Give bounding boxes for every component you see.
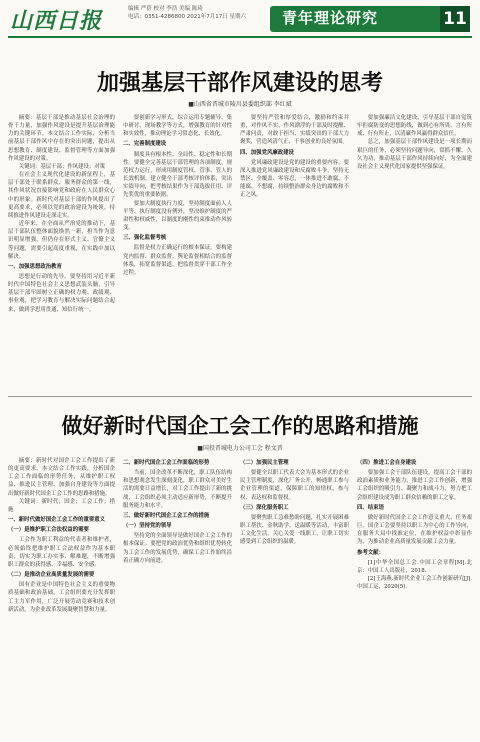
- page-header: [0, 0, 480, 44]
- section-heading: 一、新时代做好国企工会工作的重要意义: [8, 517, 106, 524]
- paragraph: 要加强廉洁文化建设，引导基层干部自觉筑牢拒腐防变的思想防线，做到心有所畏、言有所戒、行有所止，以清廉作风赢得群众信任。: [357, 115, 472, 138]
- subsection-heading: （二）加强民主管理: [240, 460, 289, 466]
- paragraph: 党风廉政建设是党的建设的重要内容。要深入推进党风廉政建设和反腐败斗争，坚持无禁区、全覆盖、零容忍，一体推进不敢腐、不能腐、不想腐，持续整治群众身边的腐败和不正之风。: [240, 159, 349, 199]
- article-1-col-2: [123, 114, 232, 392]
- subsection-heading: （三）深化服务职工: [240, 504, 289, 511]
- article-2-title: 做好新时代国企工会工作的思路和措施: [61, 414, 419, 438]
- paragraph: 近年来，在全面从严治党的推动下，基层干部队伍整体面貌焕然一新，担当作为意识明显增强，但仍存在形式主义、官僚主义等问题，需要引起高度重视，在实践中加以解决。: [8, 221, 115, 260]
- header-info: [128, 5, 246, 21]
- reference-item: [1]中华全国总工会.中国工会章程[M].北京：中国工人出版社，2018.: [357, 559, 472, 574]
- paragraph: 国有企业是中国特色社会主义的重要物质基础和政治基础。工会组织要充分发挥职工主力军作用，广泛开展劳动竞赛和技术创新活动，为企业改革发展凝聚智慧和力量。: [8, 582, 115, 613]
- paragraph: 要加强工会干部队伍建设，提高工会干部的政治素质和业务能力，推进工会工作创新，增强工会组织的吸引力、凝聚力和战斗力，努力把工会组织建设成为职工群众信赖的职工之家。: [357, 470, 472, 501]
- section-heading: 三、做好新时代国企工会工作的措施: [123, 512, 210, 519]
- paragraph: 工会作为职工利益的代表者和维护者，必须始终把维护职工合法权益作为基本职责，切实为职工办实事、解难题，不断增强职工群众的获得感、幸福感、安全感。: [8, 537, 115, 568]
- article-1-col-1: [8, 114, 115, 392]
- paragraph: 要创新学习形式，综合运用专题辅导、集中研讨、现场教学等方式，增强教育的针对性和实效性，推动理论学习常态化、长效化。: [123, 115, 232, 138]
- reference-item: [2]王海燕.新时代企业工会工作创新研究[J].中国工运，2020(5).: [357, 576, 472, 591]
- section-heading: 四、加强党风廉政建设: [240, 149, 294, 156]
- article-2-col-3: [240, 457, 349, 737]
- section-heading: 四、结束语: [357, 504, 384, 511]
- subsection-heading: （二）是推动企业高质量发展的需要: [8, 572, 95, 579]
- article-2-keywords: 关键词：新时代；国企；工会工作；措施: [8, 498, 115, 513]
- paragraph: 监督是权力正确运行的根本保证。要构建党内监督、群众监督、舆论监督相结合的监督体系，拓宽监督渠道，把监督贯穿干部工作全过程。: [123, 245, 232, 276]
- paragraph: 要加大制度执行力度，坚持制度面前人人平等、执行制度没有例外，坚决维护制度的严肃性和权威性，以制度的刚性约束推动作风转变。: [123, 200, 232, 232]
- section-heading: 三、强化监督考核: [123, 235, 167, 242]
- article-2-abstract: 摘要：新时代对国企工会工作提出了新的更高要求，本文结合工作实践，分析国企工会工作面临的形势任务，从维护职工权益、推进民主管理、加强自身建设等方面提出做好新时代国企工会工作的思路和措施。: [8, 458, 115, 497]
- references-heading: 参考文献：: [357, 549, 384, 556]
- paragraph: 在社会主义现代化建设的新征程上，基层干部处于联系群众、服务群众的第一线，其作风状况直接影响党和政府在人民群众心中的形象。新时代对基层干部的作风提出了更高要求，必须以党的政治建设为统领，持续推进作风建设走深走实。: [8, 172, 115, 219]
- article-1-title: 加强基层干部作风建设的思考: [96, 71, 383, 96]
- article-separator: [8, 396, 472, 397]
- article-2-col-2: [123, 457, 232, 737]
- article-1-col-3: [240, 114, 349, 392]
- subsection-heading: （四）推进工会自身建设: [357, 460, 417, 466]
- article-2-byline: ■国投晋城电力公司工会 程文晋: [197, 445, 283, 452]
- article-2-col-1: [8, 457, 115, 737]
- article-1-byline: ■山西省晋城市陵川县委组织部 李红斌: [188, 101, 292, 108]
- page-number: 11: [440, 6, 470, 32]
- header-date: 电话：0351-4286800 2021年7月17日 星期六: [128, 14, 246, 20]
- paragraph: 当前，国企改革不断深化，职工队伍结构和思想观念发生深刻变化，职工群众对美好生活的需要日益增长，对工会工作提出了新的挑战，工会组织必须主动适应新形势，不断提升服务能力和水平。: [123, 470, 232, 509]
- subsection-heading: （一）坚持党的领导: [123, 523, 172, 530]
- paragraph: 要聚焦职工急难愁盼问题，扎实开展困难职工帮扶、金秋助学、送温暖等活动，丰富职工文化生活，关心关爱一线职工，让职工切实感受到工会组织的温暖。: [240, 514, 349, 546]
- paragraph: 思想是行动的先导。要坚持用习近平新时代中国特色社会主义思想武装头脑，引导基层干部牢固树立正确的权力观、政绩观、事业观，把学习教育与解决实际问题结合起来，做到学思用贯通、知信行统一。: [8, 273, 115, 313]
- article-2-col-4: [357, 457, 472, 737]
- paragraph: 坚持党的全面领导是做好国企工会工作的根本保证。要把党的政治优势和组织优势转化为工会工作的发展优势，确保工会工作始终沿着正确方向前进。: [123, 533, 232, 564]
- paragraph: 总之，加强基层干部作风建设是一项长期而艰巨的任务，必须坚持问题导向，常抓不懈、久久为功，推动基层干部作风持续向好，为全面建设社会主义现代化国家提供坚强保证。: [357, 139, 472, 170]
- article-1-keywords: 关键词：基层干部；作风建设；对策: [18, 163, 106, 170]
- paragraph: 制度具有根本性、全局性、稳定性和长期性。要健全完善基层干部管理的各项制度，规范权力运行，形成用制度管权、管事、管人的长效机制。建立健全干部考核评价体系，突出实绩导向，把考核结果作为干部选拔任用、评先奖优的重要依据。: [123, 151, 232, 199]
- header-editors: 编辑 严蓓 校对 李浩 美编 陈琦: [128, 6, 203, 12]
- section-heading: 一、加强思想政治教育: [8, 263, 62, 270]
- article-1-abstract: 摘要：基层干部是推动基层社会治理的骨干力量，加强作风建设是提升基层治理能力的关键环节。本文结合工作实际，分析当前基层干部作风中存在的突出问题，提出从思想教育、制度建设、监督管理等方面加强作风建设的对策。: [8, 115, 115, 162]
- section-heading: 二、新时代国企工会工作面临的形势: [123, 460, 210, 466]
- paragraph: 要健全以职工代表大会为基本形式的企业民主管理制度，深化厂务公开，畅通职工参与企业管理的渠道，保障职工的知情权、参与权、表达权和监督权。: [240, 470, 349, 501]
- paragraph: 做好新时代国企工会工作意义重大、任务艰巨。国企工会要坚持以职工为中心的工作导向，在服务大局中找准定位，在维护权益中彰显作为，为推动企业高质量发展贡献工会力量。: [357, 514, 472, 546]
- newspaper-logo: 山西日报: [10, 8, 103, 34]
- subsection-heading: （一）是维护职工合法权益的需要: [8, 527, 89, 534]
- article-1-col-4: [357, 114, 472, 392]
- section-heading: 二、完善制度建设: [123, 141, 167, 148]
- paragraph: 要坚持严管和厚爱结合，激励和约束并重，对作风不实、作风漂浮的干部及时提醒、严肃问责，对敢于担当、实绩突出的干部大力褒奖，营造风清气正、干事创业的良好氛围。: [240, 115, 349, 146]
- section-title: 青年理论研究: [282, 9, 379, 27]
- header-rule: [8, 36, 472, 38]
